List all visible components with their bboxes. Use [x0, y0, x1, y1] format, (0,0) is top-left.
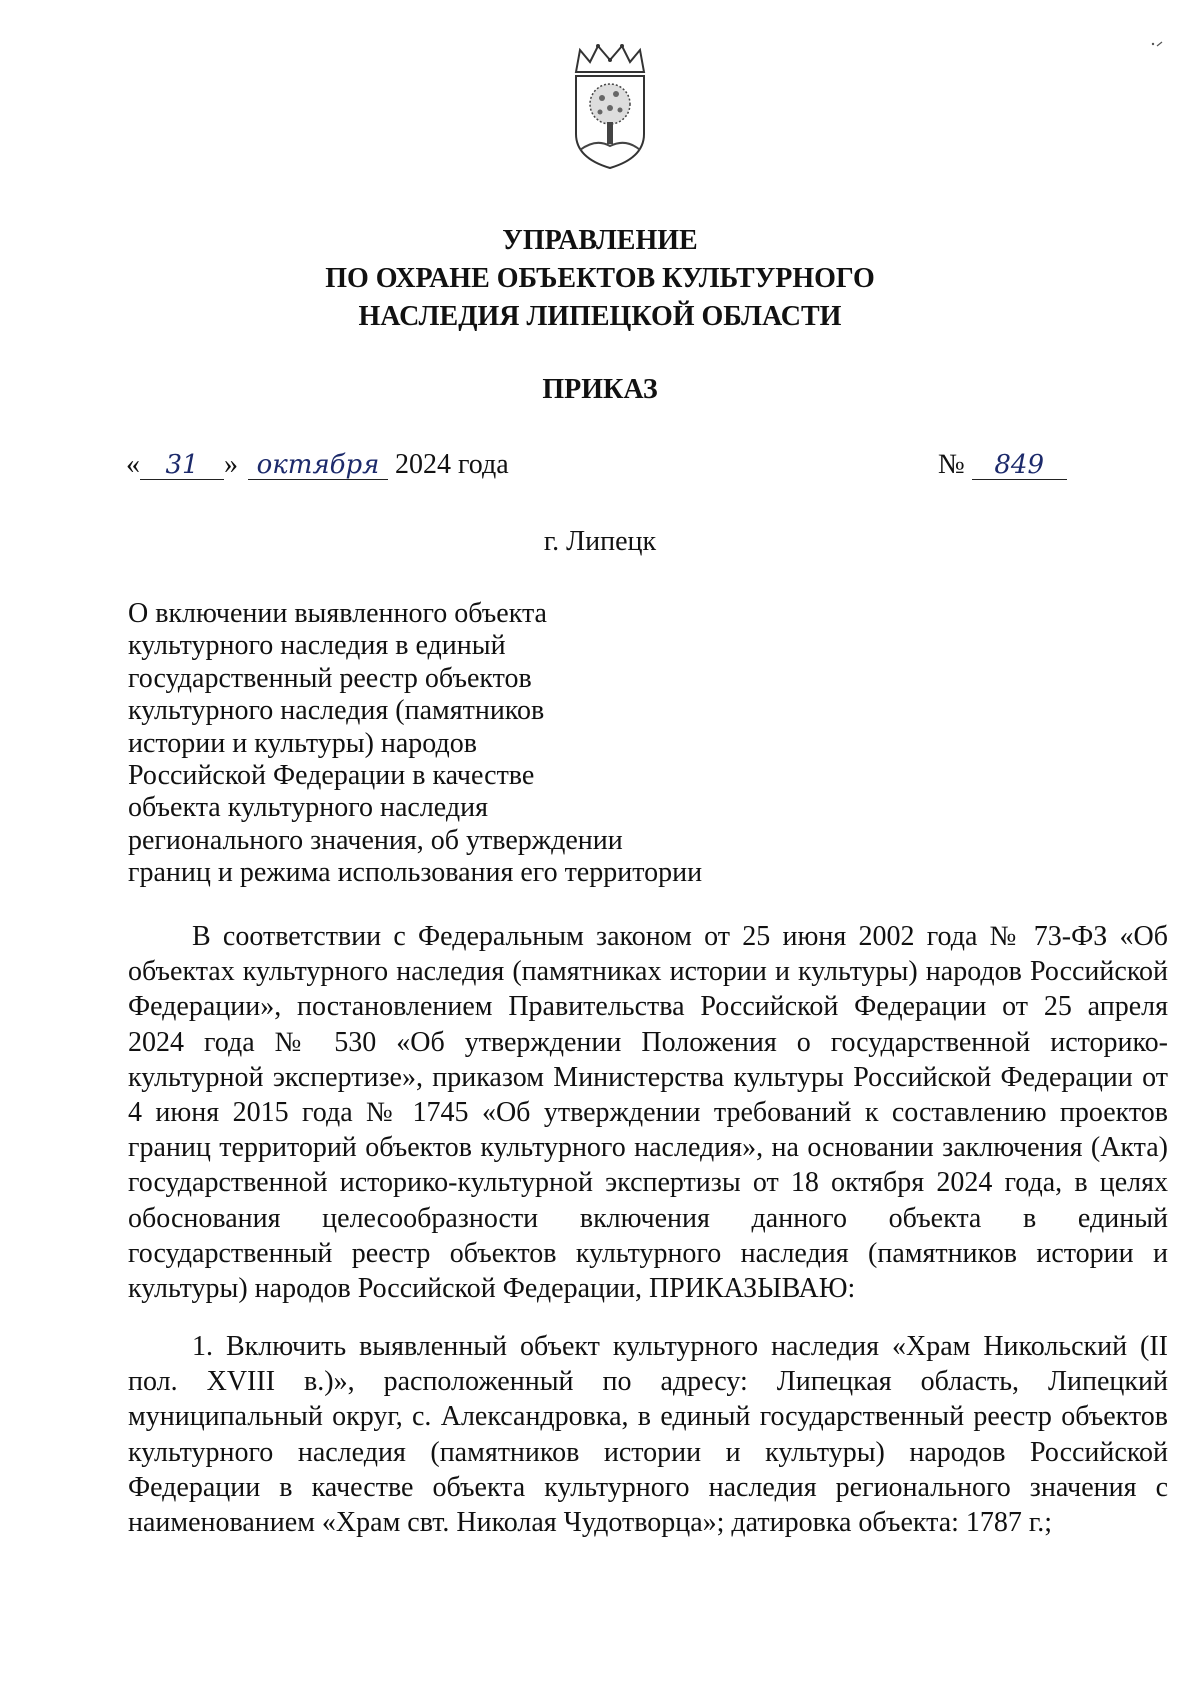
preamble-paragraph: В соответствии с Федеральным законом от 25 июня 2002 года № 73-ФЗ «Об объектах культурного наследия (памятниках истории и культуры) народов Российской Федерации», постановлением Правительства Российской Федерации от 25 апреля 2024 года № 530 «Об утверждении Положения о государственной историко-культурной экспертизе», приказом Министерства культуры Российской Федерации от 4 июня 2015 года № 1745 «Об утверждении требований к составлению проектов границ территорий объектов культурного наследия», на основании заключения (Акта) государственной историко-культурной экспертизы от 18 октября 2024 года, в целях обоснования целесообразности включения данного объекта в единый государственный реестр объектов культурного наследия (памятников истории и культуры) народов Российской Федерации, ПРИКАЗЫВАЮ: [128, 921, 1168, 1305]
number-handwritten [972, 447, 1067, 480]
date-month-handwritten [248, 447, 388, 480]
document-type: ПРИКАЗ [542, 374, 658, 405]
organization-title [0, 222, 1200, 336]
date-day-value: 31 [165, 450, 199, 480]
margin-mark-icon [1150, 40, 1164, 48]
document-number [938, 447, 1067, 482]
city-line: г. Липецк [543, 526, 657, 557]
subject-line: регионального значения, об утверждении [128, 824, 623, 856]
org-title-line-2: ПО ОХРАНЕ ОБЪЕКТОВ КУЛЬТУРНОГО [325, 263, 875, 294]
date-close-quote: » [224, 449, 238, 480]
date-month-value: октября [256, 450, 380, 480]
subject-line: объекта культурного наследия [128, 792, 488, 824]
order-item-1-paragraph: 1. Включить выявленный объект культурного наследия «Храм Никольский (II пол. XVIII в.)», расположенный по адресу: Липецкая область, Липецкий муниципальный округ, с. Александровка, в единый государственный реестр объектов культурного наследия (памятников истории и культуры) народов Российской Федерации в качестве объекта культурного наследия регионального значения с наименованием «Храм свт. Николая Чудотворца»; датировка объекта: 1787 г.; [128, 1331, 1168, 1539]
subject-line: государственный реестр объектов [128, 662, 532, 694]
date-year: 2024 года [395, 449, 509, 480]
subject-line: Российской Федерации в качестве [128, 760, 535, 792]
number-value: 849 [994, 450, 1045, 480]
number-label: № [938, 449, 965, 480]
coat-of-arms-icon [570, 42, 650, 172]
date-open-quote: « [126, 449, 140, 480]
subject-line: культурного наследия (памятников [128, 695, 545, 727]
org-title-line-3: НАСЛЕДИЯ ЛИПЕЦКОЙ ОБЛАСТИ [358, 301, 842, 332]
date-day-handwritten [140, 447, 224, 480]
org-title-line-1: УПРАВЛЕНИЕ [502, 225, 698, 256]
subject-line: границ и режима использования его территории [128, 857, 703, 889]
document-subject [128, 598, 748, 890]
subject-line: культурного наследия в единый [128, 630, 506, 662]
subject-line: О включении выявленного объекта [128, 598, 547, 629]
subject-line: истории и культуры) народов [128, 727, 477, 759]
document-date [126, 447, 509, 487]
